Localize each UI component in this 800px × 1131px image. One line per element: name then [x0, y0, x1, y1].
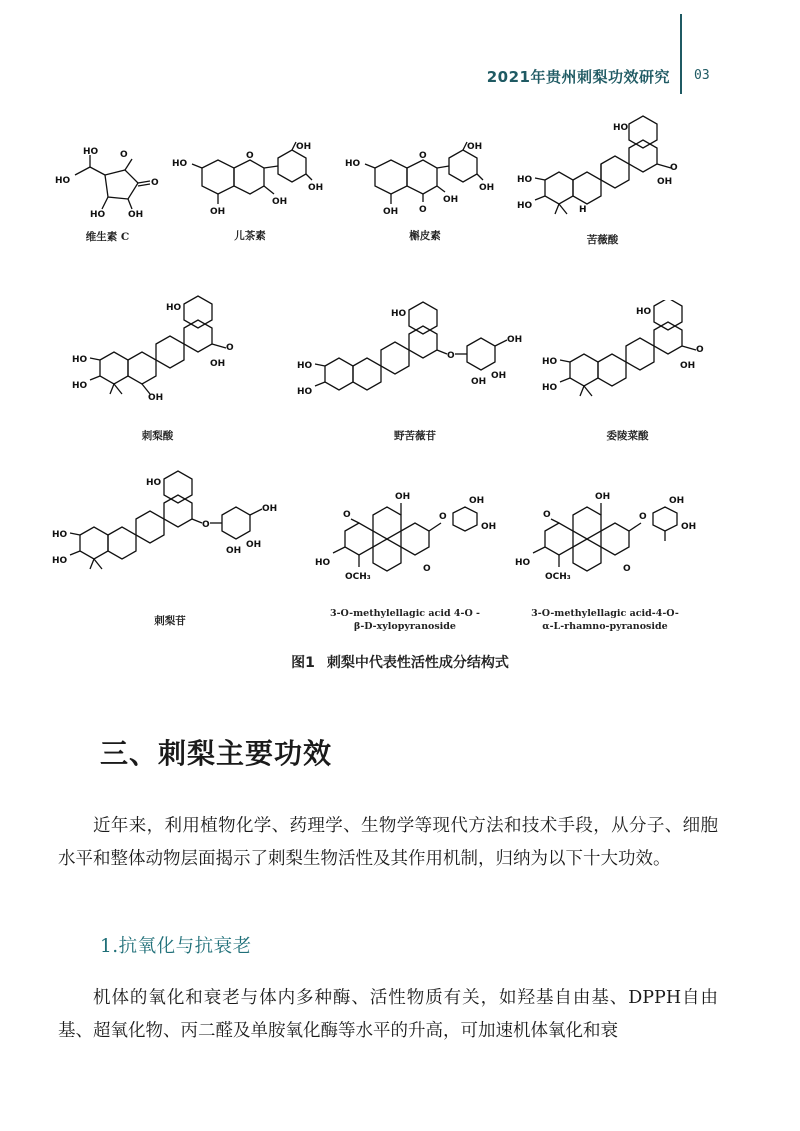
structure-yekuweigan	[295, 300, 535, 445]
svg-text:OH: OH	[471, 377, 487, 387]
label-ciligan: 刺梨苷	[154, 615, 186, 627]
svg-text:OH: OH	[210, 359, 226, 369]
header-divider	[680, 14, 682, 94]
figure-number: 图1	[291, 655, 315, 671]
label-vitamin-c: 维生素 C	[85, 231, 130, 243]
svg-text:O: O	[439, 512, 447, 522]
page-number: 03	[694, 68, 710, 83]
svg-text:O: O	[419, 151, 427, 161]
svg-text:OH: OH	[210, 207, 226, 217]
svg-text:O: O	[423, 564, 431, 574]
svg-text:HO: HO	[515, 558, 531, 568]
svg-text:HO: HO	[90, 210, 106, 220]
label-kuweisuan: 苦薇酸	[586, 234, 619, 246]
structure-catechin	[170, 140, 330, 245]
svg-text:OH: OH	[296, 142, 312, 152]
svg-text:O: O	[696, 345, 704, 355]
svg-text:HO: HO	[72, 381, 88, 391]
svg-text:OH: OH	[595, 492, 611, 502]
vitamin-c-structure-drawing	[50, 145, 165, 225]
structure-vitamin-c	[50, 145, 165, 245]
svg-text:O: O	[226, 343, 234, 353]
intro-paragraph: 近年来，利用植物化学、药理学、生物学等现代方法和技术手段，从分子、细胞水平和整体动物层面揭示了刺梨生物活性及其作用机制，归纳为以下十大功效。	[58, 816, 718, 869]
structure-weilingcaisuan	[540, 300, 715, 445]
svg-text:HO: HO	[297, 361, 313, 371]
svg-text:OH: OH	[479, 183, 495, 193]
structure-kuweisuan	[515, 112, 690, 247]
triterpene-glycoside-drawing-2	[50, 465, 290, 585]
svg-text:HO: HO	[613, 123, 629, 133]
svg-text:OH: OH	[262, 504, 278, 514]
svg-text:OH: OH	[507, 335, 523, 345]
svg-text:O: O	[639, 512, 647, 522]
svg-text:OH: OH	[246, 540, 262, 550]
svg-text:HO: HO	[166, 303, 182, 313]
svg-text:OH: OH	[680, 361, 696, 371]
triterpene-structure-drawing-2	[70, 290, 245, 415]
figure-caption-text: 刺梨中代表性活性成分结构式	[326, 655, 509, 671]
svg-text:OH: OH	[491, 371, 507, 381]
catechin-structure-drawing	[170, 140, 330, 228]
structure-ciliuan	[70, 290, 245, 445]
svg-text:HO: HO	[542, 383, 558, 393]
svg-text:O: O	[120, 150, 128, 160]
label-ellagic-xyloside-line2: β-D-xylopyranoside	[354, 621, 456, 632]
figure-caption	[0, 652, 800, 672]
svg-text:O: O	[151, 178, 159, 188]
structure-ellagic-rhamnoside	[505, 485, 705, 635]
svg-text:OH: OH	[467, 142, 483, 152]
running-header-title: 2021年贵州刺梨功效研究	[486, 68, 670, 86]
structure-ellagic-xyloside	[305, 485, 505, 635]
label-ellagic-rhamnoside-line1: 3-O-methylellagic acid-4-O-	[531, 608, 679, 619]
ellagic-acid-xyloside-drawing	[305, 485, 505, 585]
svg-text:OH: OH	[148, 393, 164, 403]
quercetin-structure-drawing	[345, 140, 505, 228]
svg-text:HO: HO	[542, 357, 558, 367]
svg-text:HO: HO	[172, 159, 188, 169]
label-ellagic-xyloside-line1: 3-O-methylellagic acid 4-O -	[330, 608, 480, 619]
svg-text:O: O	[543, 510, 551, 520]
svg-text:O: O	[447, 351, 455, 361]
svg-text:OH: OH	[308, 183, 324, 193]
svg-text:OH: OH	[657, 177, 673, 187]
svg-text:HO: HO	[636, 307, 652, 317]
svg-text:OH: OH	[681, 522, 697, 532]
svg-text:HO: HO	[315, 558, 331, 568]
structure-ciligan	[50, 465, 290, 630]
triterpene-structure-drawing-1	[515, 112, 690, 230]
svg-text:OCH₃: OCH₃	[545, 572, 571, 582]
svg-text:HO: HO	[52, 556, 68, 566]
svg-text:OH: OH	[128, 210, 144, 220]
svg-text:HO: HO	[72, 355, 88, 365]
triterpene-glycoside-drawing-1	[295, 300, 535, 415]
svg-text:O: O	[246, 151, 254, 161]
svg-text:OH: OH	[669, 496, 685, 506]
svg-text:HO: HO	[391, 309, 407, 319]
svg-text:H: H	[579, 205, 587, 215]
svg-text:HO: HO	[517, 201, 533, 211]
label-catechin: 儿茶素	[234, 230, 266, 242]
svg-text:O: O	[343, 510, 351, 520]
subsection-paragraph: 机体的氧化和衰老与体内多种酶、活性物质有关，如羟基自由基、DPPH自由基、超氧化物、丙二醛及单胺氧化酶等水平的升高，可加速机体氧化和衰	[58, 988, 718, 1041]
label-ellagic-rhamnoside-line2: α-L-rhamno-pyranoside	[542, 621, 668, 632]
svg-text:OH: OH	[443, 195, 459, 205]
svg-text:OH: OH	[272, 197, 288, 207]
label-weilingcaisuan: 委陵菜酸	[606, 430, 649, 442]
structure-quercetin	[345, 140, 505, 245]
svg-text:HO: HO	[297, 387, 313, 397]
svg-text:HO: HO	[55, 176, 71, 186]
svg-text:O: O	[623, 564, 631, 574]
label-ciliuan: 刺梨酸	[141, 430, 174, 442]
svg-text:HO: HO	[517, 175, 533, 185]
section-title: 三、刺梨主要功效	[100, 737, 333, 770]
triterpene-structure-drawing-3	[540, 300, 715, 415]
svg-text:OCH₃: OCH₃	[345, 572, 371, 582]
label-yekuweigan: 野苦薇苷	[394, 430, 436, 442]
svg-text:HO: HO	[52, 530, 68, 540]
svg-text:OH: OH	[481, 522, 497, 532]
svg-text:O: O	[419, 205, 427, 215]
svg-text:HO: HO	[146, 478, 162, 488]
svg-text:OH: OH	[469, 496, 485, 506]
ellagic-acid-rhamnoside-drawing	[505, 485, 705, 585]
svg-text:OH: OH	[226, 546, 242, 556]
svg-text:HO: HO	[83, 147, 99, 157]
label-quercetin: 槲皮素	[409, 230, 441, 242]
svg-text:O: O	[670, 163, 678, 173]
svg-text:OH: OH	[395, 492, 411, 502]
svg-text:HO: HO	[345, 159, 361, 169]
subsection-title: 1.抗氧化与抗衰老	[100, 936, 252, 957]
svg-text:O: O	[202, 520, 210, 530]
svg-text:OH: OH	[383, 207, 399, 217]
